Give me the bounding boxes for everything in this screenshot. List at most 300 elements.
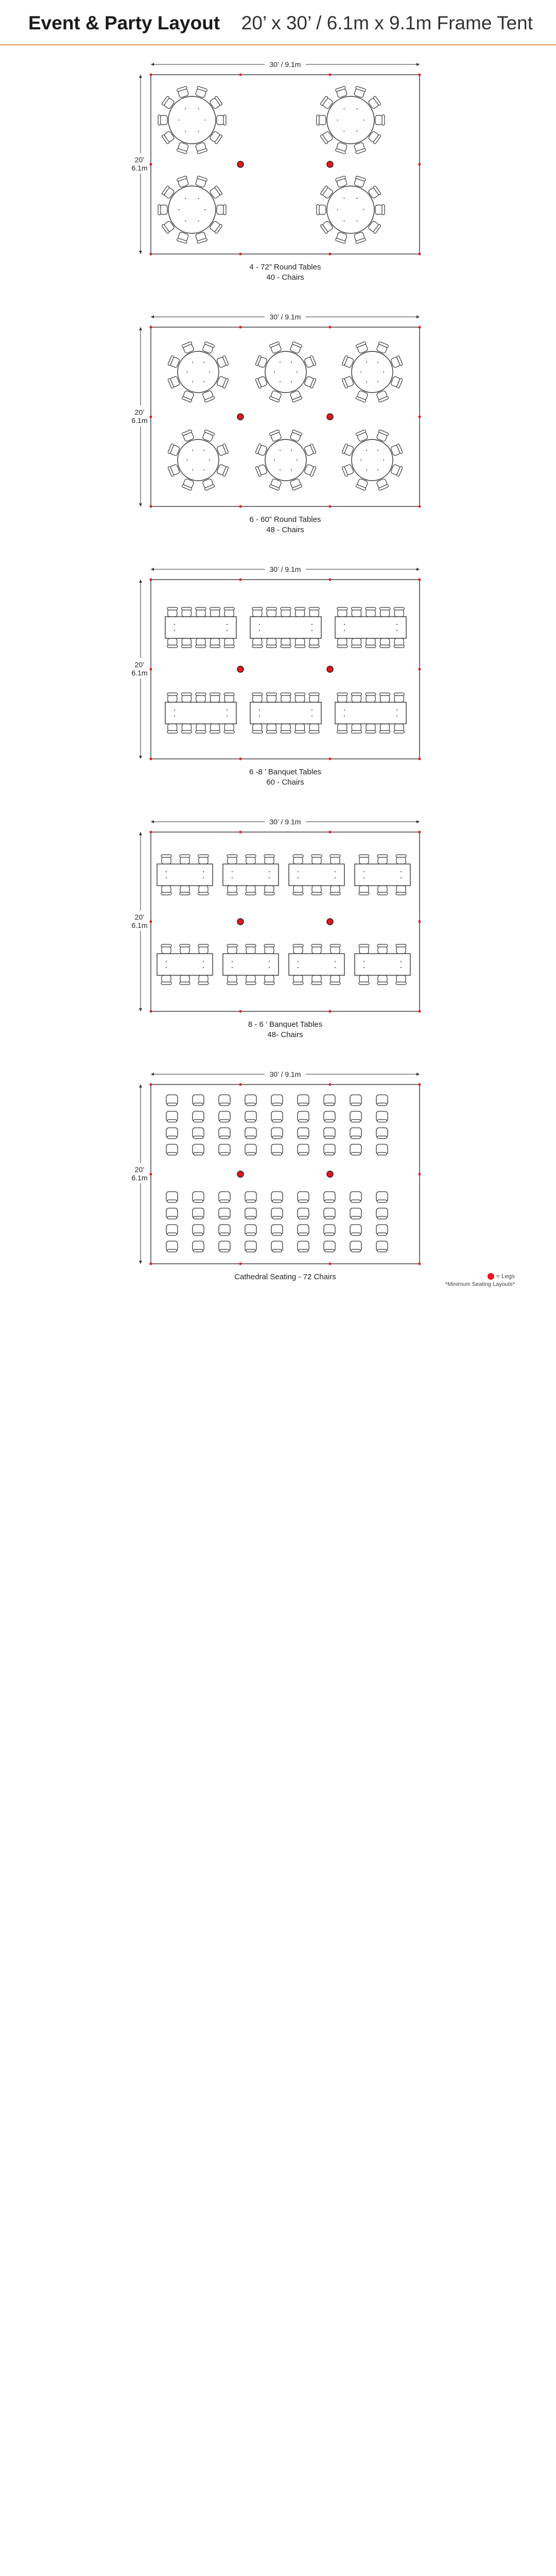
chair-back: [196, 607, 206, 610]
chair-seat: [217, 115, 224, 125]
banquet-table-group: [165, 693, 236, 733]
place-setting: [203, 871, 204, 872]
chair: [366, 638, 376, 648]
footer: [0, 1288, 556, 1340]
place-setting: [198, 221, 199, 222]
chair-back: [246, 1249, 255, 1252]
chair-back: [396, 855, 406, 857]
chair-back: [227, 855, 237, 857]
chair: [376, 1241, 388, 1252]
chair: [359, 886, 369, 895]
place-setting: [203, 362, 204, 363]
chair: [196, 607, 206, 617]
chair: [158, 115, 167, 125]
chair-back: [246, 1200, 255, 1202]
perimeter-leg: [150, 416, 152, 418]
chair: [167, 638, 178, 648]
place-setting: [185, 108, 186, 109]
chair: [359, 975, 369, 985]
chair-back: [196, 645, 206, 648]
chair-back: [180, 855, 190, 857]
chair: [219, 1111, 230, 1122]
chair: [293, 855, 303, 864]
place-setting: [363, 961, 364, 962]
place-setting: [297, 460, 298, 461]
chair-seat: [396, 946, 406, 954]
perimeter-leg: [419, 1083, 421, 1086]
chair-back: [351, 1233, 360, 1235]
chair-back: [293, 944, 303, 947]
place-setting: [366, 362, 367, 363]
chair-seat: [352, 695, 361, 702]
chair-seat: [296, 695, 305, 702]
chair: [309, 724, 319, 733]
chair-seat: [162, 975, 171, 982]
chair: [219, 1095, 230, 1106]
chair-back: [272, 1249, 282, 1252]
banquet-table-group: [165, 607, 236, 648]
chair-back: [325, 1249, 334, 1252]
banquet-table-group: [289, 855, 344, 895]
chair-back: [382, 115, 385, 125]
chair: [264, 975, 274, 985]
chair-seat: [331, 857, 340, 864]
place-setting: [274, 460, 275, 461]
chair-seat: [366, 695, 375, 702]
width-label: 30’ / 9.1m: [269, 313, 301, 321]
perimeter-leg: [150, 253, 152, 256]
chair-seat: [246, 886, 255, 893]
chair: [380, 724, 390, 733]
chair-seat: [196, 638, 205, 646]
chair: [281, 607, 291, 617]
chair-back: [396, 944, 406, 947]
chair-back: [246, 982, 256, 985]
chair: [350, 1111, 361, 1122]
chair: [219, 1208, 230, 1219]
place-setting: [174, 709, 175, 710]
place-setting: [360, 460, 361, 461]
chair-back: [264, 982, 274, 985]
chair-seat: [378, 886, 387, 893]
chair-back: [167, 1120, 177, 1122]
place-setting: [363, 877, 364, 878]
place-setting: [192, 362, 193, 363]
chair: [271, 1225, 283, 1235]
layout-caption-line1: 6 -8 ’ Banquet Tables: [249, 768, 322, 776]
chair: [375, 205, 385, 215]
place-setting: [274, 371, 275, 372]
chair-back: [266, 693, 276, 696]
chair-back: [293, 982, 303, 985]
perimeter-leg: [150, 579, 152, 581]
chair-back: [325, 1200, 334, 1202]
place-setting: [357, 131, 358, 132]
layout-round-72: [129, 60, 421, 282]
chair: [252, 607, 263, 617]
chair-back: [330, 855, 340, 857]
chair: [161, 944, 171, 954]
arrow-left-icon: [151, 1073, 154, 1076]
chair-seat: [309, 724, 319, 731]
chair: [376, 1111, 388, 1122]
chair-seat: [338, 638, 347, 646]
place-setting: [280, 450, 281, 451]
chair: [264, 886, 274, 895]
chair-seat: [338, 695, 347, 702]
place-setting: [343, 131, 344, 132]
chair-back: [194, 1120, 203, 1122]
chair-back: [272, 1136, 282, 1139]
chair: [298, 1095, 309, 1106]
chair: [298, 1225, 309, 1235]
chair: [394, 693, 404, 702]
chair: [324, 1144, 335, 1155]
chair-seat: [180, 975, 189, 982]
chair: [353, 176, 366, 188]
chair-seat: [253, 609, 262, 617]
place-setting: [185, 221, 186, 222]
chair-back: [167, 1153, 177, 1155]
place-setting: [269, 967, 270, 968]
perimeter-leg: [239, 831, 242, 834]
chair-back: [167, 731, 178, 733]
perimeter-leg: [419, 579, 421, 581]
chair-back: [366, 607, 376, 610]
center-leg: [237, 414, 244, 420]
chair-seat: [394, 638, 404, 646]
height-label-ft: 20’: [134, 913, 145, 921]
chair-back: [161, 982, 171, 985]
chair: [198, 855, 208, 864]
legend-legs-label: = Legs: [496, 1273, 515, 1280]
chair: [350, 1144, 361, 1155]
place-setting: [232, 871, 233, 872]
place-setting: [192, 450, 193, 451]
perimeter-leg: [419, 253, 421, 256]
chair-back: [351, 1153, 360, 1155]
place-setting: [269, 877, 270, 878]
chair-back: [359, 892, 369, 895]
chair-back: [227, 892, 237, 895]
perimeter-leg: [150, 326, 152, 329]
chair-back: [167, 1233, 177, 1235]
height-label-ft: 20’: [134, 660, 145, 669]
perimeter-leg: [239, 579, 242, 581]
round-table: [265, 351, 306, 393]
chair: [158, 205, 167, 215]
perimeter-leg: [329, 1083, 332, 1086]
chair-back: [299, 1249, 308, 1252]
chair-seat: [228, 857, 237, 864]
chair: [224, 724, 234, 733]
chair-seat: [359, 857, 369, 864]
chair: [196, 724, 206, 733]
chair-back: [158, 115, 161, 125]
chair-back: [309, 645, 319, 648]
chair-back: [396, 892, 406, 895]
chair-seat: [375, 115, 383, 125]
chair-back: [396, 982, 406, 985]
chair-back: [272, 1216, 282, 1219]
chair-back: [220, 1153, 229, 1155]
chair-back: [246, 944, 256, 947]
chair: [210, 638, 220, 648]
chair-seat: [378, 975, 387, 982]
layout-caption-line2: 48 - Chairs: [266, 526, 304, 534]
chair-back: [325, 1120, 334, 1122]
place-setting: [186, 460, 187, 461]
chair: [219, 1241, 230, 1252]
chair-seat: [293, 975, 303, 982]
place-setting: [298, 967, 299, 968]
chair-seat: [378, 946, 387, 954]
place-setting: [232, 967, 233, 968]
chair: [309, 638, 319, 648]
chair-seat: [211, 724, 220, 731]
chair-seat: [281, 724, 290, 731]
layout-caption-line2: 48- Chairs: [267, 1030, 303, 1039]
chair-seat: [196, 724, 205, 731]
perimeter-leg: [239, 1263, 242, 1265]
round-table-group: [317, 176, 385, 244]
chair-seat: [246, 857, 255, 864]
chair-seat: [196, 695, 205, 702]
chair: [196, 638, 206, 648]
chair-seat: [378, 857, 387, 864]
chair-back: [309, 731, 319, 733]
banquet-table: [250, 617, 321, 638]
chair: [177, 142, 189, 154]
chair: [180, 886, 190, 895]
chair: [245, 1095, 256, 1106]
chair: [281, 693, 291, 702]
chair: [271, 1241, 283, 1252]
arrow-up-icon: [139, 580, 142, 583]
chair: [394, 724, 404, 733]
chair-seat: [199, 975, 208, 982]
banquet-table: [223, 864, 279, 886]
place-setting: [227, 624, 228, 625]
chair: [246, 855, 256, 864]
chair: [298, 1111, 309, 1122]
arrow-down-icon: [139, 756, 142, 759]
chair-back: [281, 693, 291, 696]
chair-back: [167, 607, 178, 610]
chair: [376, 1144, 388, 1155]
chair-seat: [312, 857, 321, 864]
chair-back: [394, 731, 404, 733]
chair: [195, 142, 207, 154]
chair: [350, 1225, 361, 1235]
layout-caption-line2: 40 - Chairs: [266, 273, 304, 282]
chair-seat: [319, 205, 326, 214]
chair-back: [246, 1120, 255, 1122]
chair: [193, 1241, 204, 1252]
chair-back: [359, 855, 369, 857]
chair-back: [223, 205, 226, 215]
chair: [166, 1208, 178, 1219]
chair-seat: [224, 609, 234, 617]
chair-seat: [312, 975, 321, 982]
round-table-group: [255, 342, 317, 403]
round-table-group: [255, 430, 317, 491]
chair-seat: [162, 946, 171, 954]
perimeter-leg: [419, 326, 421, 329]
place-setting: [377, 469, 378, 470]
perimeter-leg: [329, 505, 332, 508]
chair: [219, 1128, 230, 1139]
banquet-table-group: [355, 855, 410, 895]
banquet-table: [355, 864, 410, 886]
chair-back: [380, 693, 390, 696]
chair-seat: [380, 724, 390, 731]
round-table-group: [158, 86, 226, 154]
chair-back: [394, 693, 404, 696]
chair-back: [351, 1120, 360, 1122]
chair-back: [295, 693, 305, 696]
chair: [377, 855, 388, 864]
center-leg: [237, 161, 244, 167]
place-setting: [396, 630, 397, 631]
chair-seat: [224, 638, 234, 646]
chair-seat: [199, 946, 208, 954]
place-setting: [198, 108, 199, 109]
chair: [193, 1095, 204, 1106]
place-setting: [291, 362, 292, 363]
place-setting: [291, 450, 292, 451]
chair: [166, 1192, 178, 1202]
height-label-m: 6.1m: [131, 416, 148, 425]
chair: [227, 975, 237, 985]
chair-seat: [309, 695, 319, 702]
chair-back: [293, 855, 303, 857]
chair-back: [351, 1136, 360, 1139]
chair-seat: [162, 857, 171, 864]
chair: [380, 638, 390, 648]
chair: [298, 1241, 309, 1252]
chair-back: [181, 645, 192, 648]
chair-back: [272, 1103, 282, 1106]
place-setting: [383, 371, 384, 372]
place-setting: [337, 209, 338, 210]
place-setting: [269, 961, 270, 962]
chair-back: [299, 1153, 308, 1155]
place-setting: [291, 381, 292, 382]
place-setting: [344, 716, 345, 717]
place-setting: [166, 871, 167, 872]
chair-back: [377, 1233, 387, 1235]
place-setting: [203, 469, 204, 470]
arrow-up-icon: [139, 75, 142, 78]
place-setting: [363, 209, 364, 210]
chair: [311, 975, 322, 985]
chair-seat: [180, 886, 189, 893]
chair-back: [359, 944, 369, 947]
place-setting: [166, 967, 167, 968]
chair-seat: [293, 886, 303, 893]
chair: [377, 975, 388, 985]
chair: [335, 86, 348, 98]
chair-back: [366, 731, 376, 733]
chair-seat: [199, 886, 208, 893]
chair: [351, 638, 361, 648]
chair: [311, 886, 322, 895]
banquet-table-group: [335, 693, 406, 733]
place-setting: [377, 362, 378, 363]
layout-banquet-8-6: [129, 817, 421, 1039]
chair-seat: [338, 609, 347, 617]
place-setting: [174, 630, 175, 631]
chair-back: [380, 645, 390, 648]
arrow-left-icon: [151, 568, 154, 571]
chair: [266, 693, 276, 702]
banquet-table: [355, 954, 410, 975]
chair: [324, 1208, 335, 1219]
perimeter-leg: [329, 579, 332, 581]
place-setting: [298, 871, 299, 872]
chair-back: [161, 855, 171, 857]
chair-seat: [168, 724, 177, 731]
place-setting: [377, 381, 378, 382]
tent-size-subtitle: 20’ x 30’ / 6.1m x 9.1m Frame Tent: [241, 12, 533, 33]
chair-seat: [352, 724, 361, 731]
chair-back: [351, 607, 361, 610]
place-setting: [335, 967, 336, 968]
perimeter-leg: [150, 921, 152, 923]
chair-back: [194, 1216, 203, 1219]
chair-back: [210, 645, 220, 648]
chair: [350, 1128, 361, 1139]
perimeter-leg: [150, 668, 152, 671]
chair: [252, 638, 263, 648]
perimeter-leg: [419, 1173, 421, 1176]
chair-back: [198, 982, 208, 985]
chair: [366, 724, 376, 733]
arrow-left-icon: [151, 820, 154, 823]
center-leg: [327, 666, 333, 672]
chair-back: [194, 1249, 203, 1252]
place-setting: [401, 961, 402, 962]
chair-seat: [281, 609, 290, 617]
chair-back: [180, 944, 190, 947]
chair: [161, 886, 171, 895]
chair-back: [330, 982, 340, 985]
perimeter-leg: [150, 1263, 152, 1265]
chair-back: [325, 1216, 334, 1219]
chair-back: [252, 693, 263, 696]
place-setting: [396, 709, 397, 710]
banquet-table: [250, 702, 321, 724]
place-setting: [227, 630, 228, 631]
height-label-m: 6.1m: [131, 669, 148, 677]
layout-caption-line2: 60 - Chairs: [266, 778, 304, 787]
chair-back: [194, 1103, 203, 1106]
chair-back: [246, 1103, 255, 1106]
chair: [167, 607, 178, 617]
chair-seat: [265, 946, 274, 954]
round-table-group: [168, 342, 229, 403]
chair: [375, 115, 385, 125]
chair-back: [224, 731, 234, 733]
chair-seat: [224, 724, 234, 731]
chair: [353, 232, 366, 244]
chair: [394, 638, 404, 648]
chair: [366, 693, 376, 702]
chair: [324, 1111, 335, 1122]
chair: [295, 638, 305, 648]
banquet-table: [165, 617, 236, 638]
